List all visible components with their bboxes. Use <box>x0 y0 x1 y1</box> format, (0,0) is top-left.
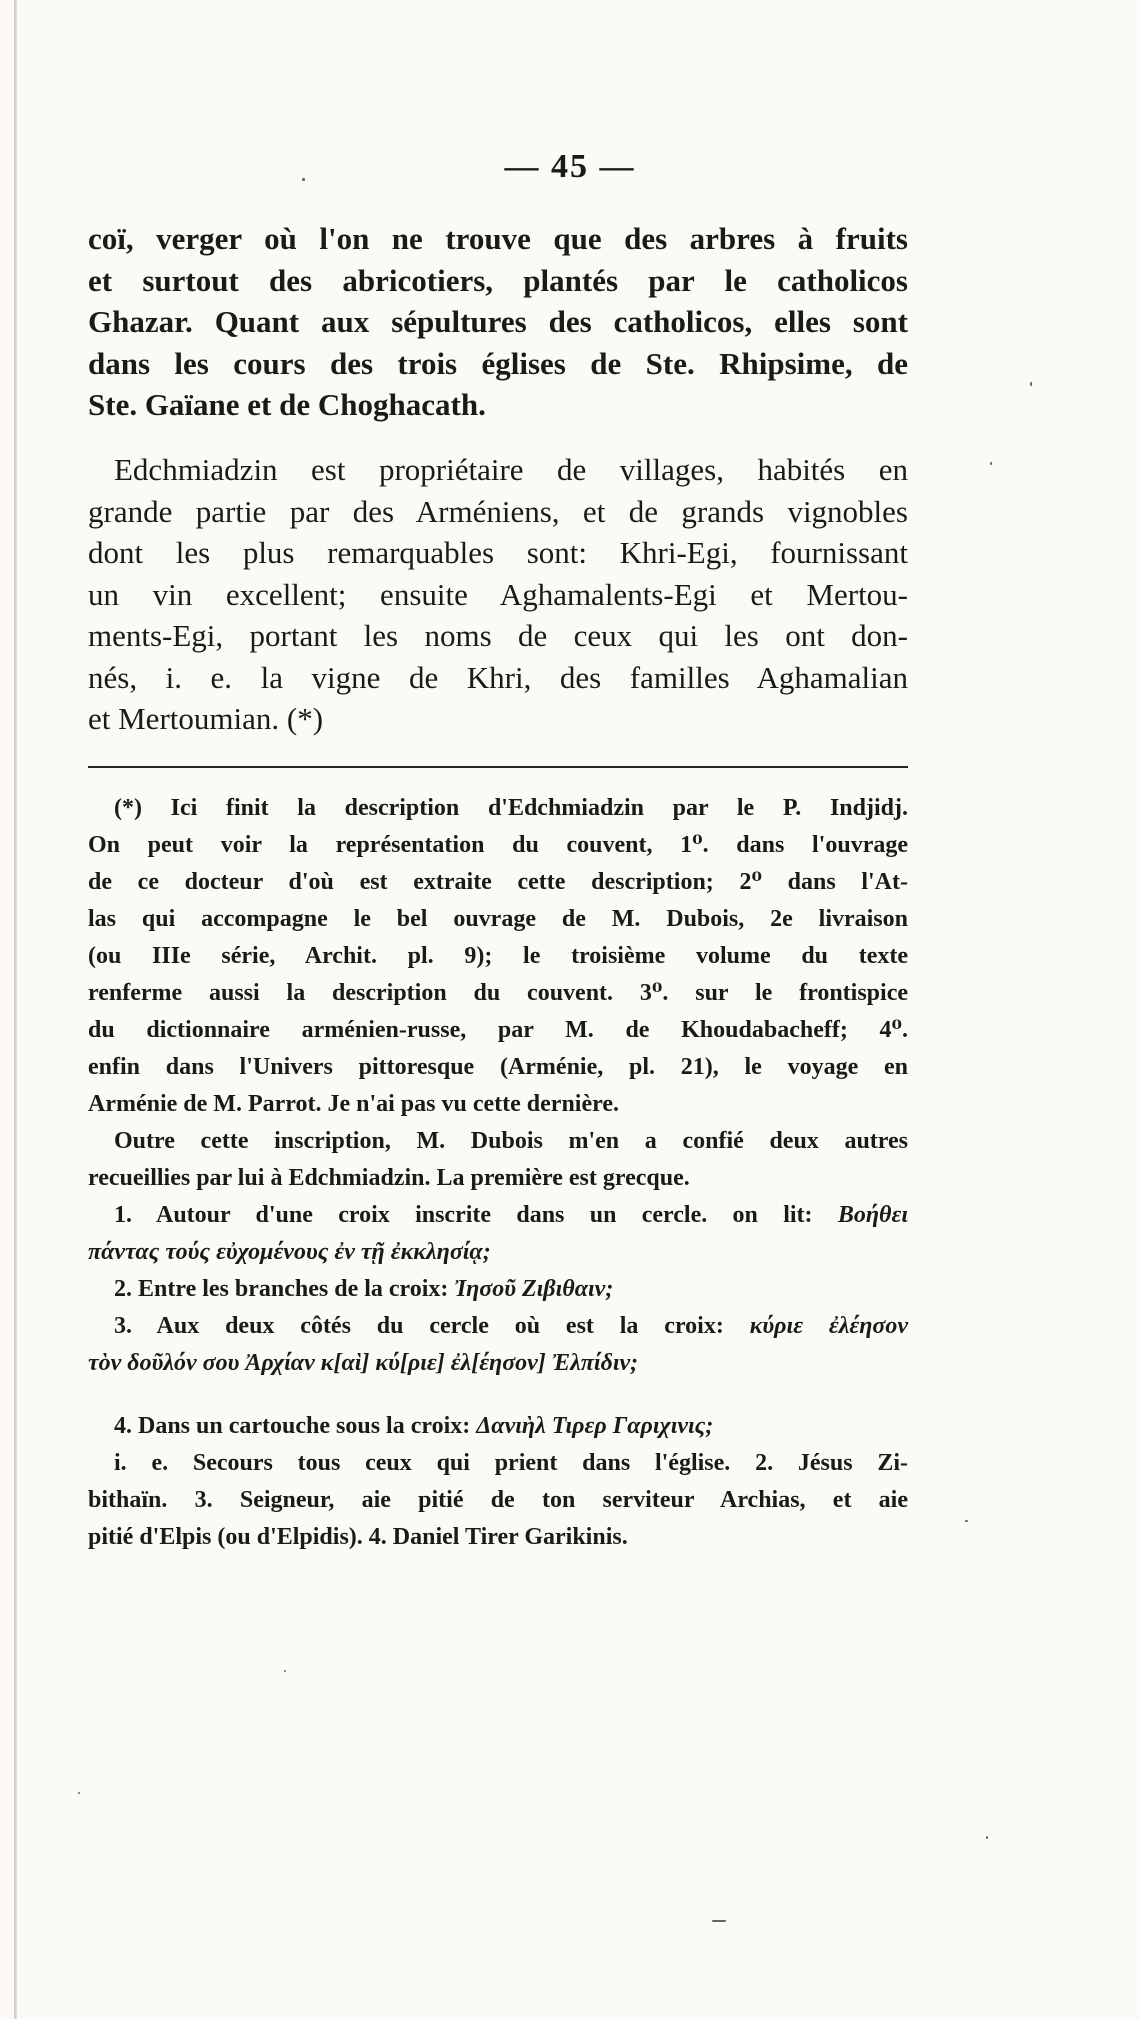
paper-speck <box>302 178 305 181</box>
inscription-label: 3. Aux deux côtés du cercle où est la croix: <box>114 1313 724 1339</box>
text-line: et Mertoumian. (*) <box>88 701 324 736</box>
footnote-line: de ce docteur d'où est extraite cette description; 2⁰ dans l'At- <box>88 869 908 895</box>
text-line: un vin excellent; ensuite Aghamalents-Egi et Mertou- <box>88 576 908 612</box>
greek-text: Βοήθει <box>837 1202 909 1228</box>
text-line: grande partie par des Arméniens, et de grands vignobles <box>88 493 908 529</box>
inscription-item-2 <box>88 1271 908 1308</box>
greek-text: Δανιὴλ Τιρερ Γαριχινις; <box>476 1413 714 1439</box>
inscription-item-1 <box>88 1197 908 1234</box>
greek-text: πάντας τούς εὐχομένους ἐν τῇ ἐκκλησίᾳ; <box>88 1239 491 1265</box>
spacer <box>88 1382 908 1408</box>
paper-speck <box>965 1520 968 1522</box>
footnote-line: (ou IIIe série, Archit. pl. 9); le troisième volume du texte <box>88 943 908 969</box>
text-line: Edchmiadzin est propriétaire de villages, habités en <box>114 452 908 487</box>
footnote-line: On peut voir la représentation du couvent, 1⁰. dans l'ouvrage <box>88 832 908 858</box>
footnote-divider <box>88 766 908 768</box>
inscription-label: 1. Autour d'une croix inscrite dans un cercle. on lit: <box>114 1202 813 1228</box>
page-spine-shadow <box>14 0 17 2019</box>
paragraph-2 <box>88 449 908 740</box>
translation-line: pitié d'Elpis (ou d'Elpidis). 4. Daniel Tirer Garikinis. <box>88 1524 628 1550</box>
text-line: ments-Egi, portant les noms de ceux qui les ont don- <box>88 618 908 653</box>
footnote-line: Outre cette inscription, M. Dubois m'en a confié deux autres <box>114 1128 908 1154</box>
paper-speck <box>1030 382 1032 386</box>
text-line: nés, i. e. la vigne de Khri, des familles Aghamalian <box>88 659 908 695</box>
text-line: dont les plus remarquables sont: Khri-Egi, fournissant <box>88 535 908 570</box>
inscription-label: 4. Dans un cartouche sous la croix: <box>114 1413 471 1439</box>
paragraph-1 <box>88 218 908 426</box>
inscription-label: 2. Entre les branches de la croix: <box>114 1276 449 1302</box>
inscription-item-4 <box>88 1408 908 1445</box>
greek-text: κύριε ἐλέησον <box>749 1313 909 1339</box>
footnote-line: Arménie de M. Parrot. Je n'ai pas vu cette dernière. <box>88 1091 619 1117</box>
greek-text: τὸν δοῦλόν σου Ἀρχίαν κ[αὶ] κύ[ριε] ἐλ[έησον] Ἐλπίδιν; <box>88 1350 639 1376</box>
footnote <box>88 790 908 1556</box>
paper-speck <box>990 462 992 465</box>
text-line: Ghazar. Quant aux sépultures des catholicos, elles sont <box>88 304 908 339</box>
paper-speck <box>284 1670 286 1672</box>
text-line: coï, verger où l'on ne trouve que des arbres à fruits <box>88 221 908 256</box>
translation-line: i. e. Secours tous ceux qui prient dans l'église. 2. Jésus Zi- <box>114 1450 908 1476</box>
text-line: et surtout des abricotiers, plantés par le catholicos <box>88 262 908 298</box>
footnote-line: las qui accompagne le bel ouvrage de M. Dubois, 2e livraison <box>88 906 908 932</box>
footnote-line: recueillies par lui à Edchmiadzin. La première est grecque. <box>88 1165 690 1191</box>
paper-speck <box>712 1920 726 1922</box>
paper-speck <box>986 1836 988 1839</box>
footnote-line: du dictionnaire arménien-russe, par M. de Khoudabacheff; 4⁰. <box>88 1017 908 1043</box>
text-line: Ste. Gaïane et de Choghacath. <box>88 387 486 422</box>
paper-speck <box>78 1792 80 1794</box>
footnote-line: renferme aussi la description du couvent. 3⁰. sur le frontispice <box>88 980 908 1006</box>
greek-text: Ἰησοῦ Ζιβιθαιν; <box>454 1276 614 1302</box>
text-line: dans les cours des trois églises de Ste. Rhipsime, de <box>88 345 908 381</box>
footnote-line: (*) Ici finit la description d'Edchmiadzin par le P. Indjidj. <box>114 795 908 821</box>
inscription-item-3 <box>88 1308 908 1345</box>
translation-line: bithaïn. 3. Seigneur, aie pitié de ton serviteur Archias, et aie <box>88 1487 908 1513</box>
footnote-line: enfin dans l'Univers pittoresque (Arménie, pl. 21), le voyage en <box>88 1054 908 1080</box>
page-number: — 45 — <box>504 148 636 185</box>
